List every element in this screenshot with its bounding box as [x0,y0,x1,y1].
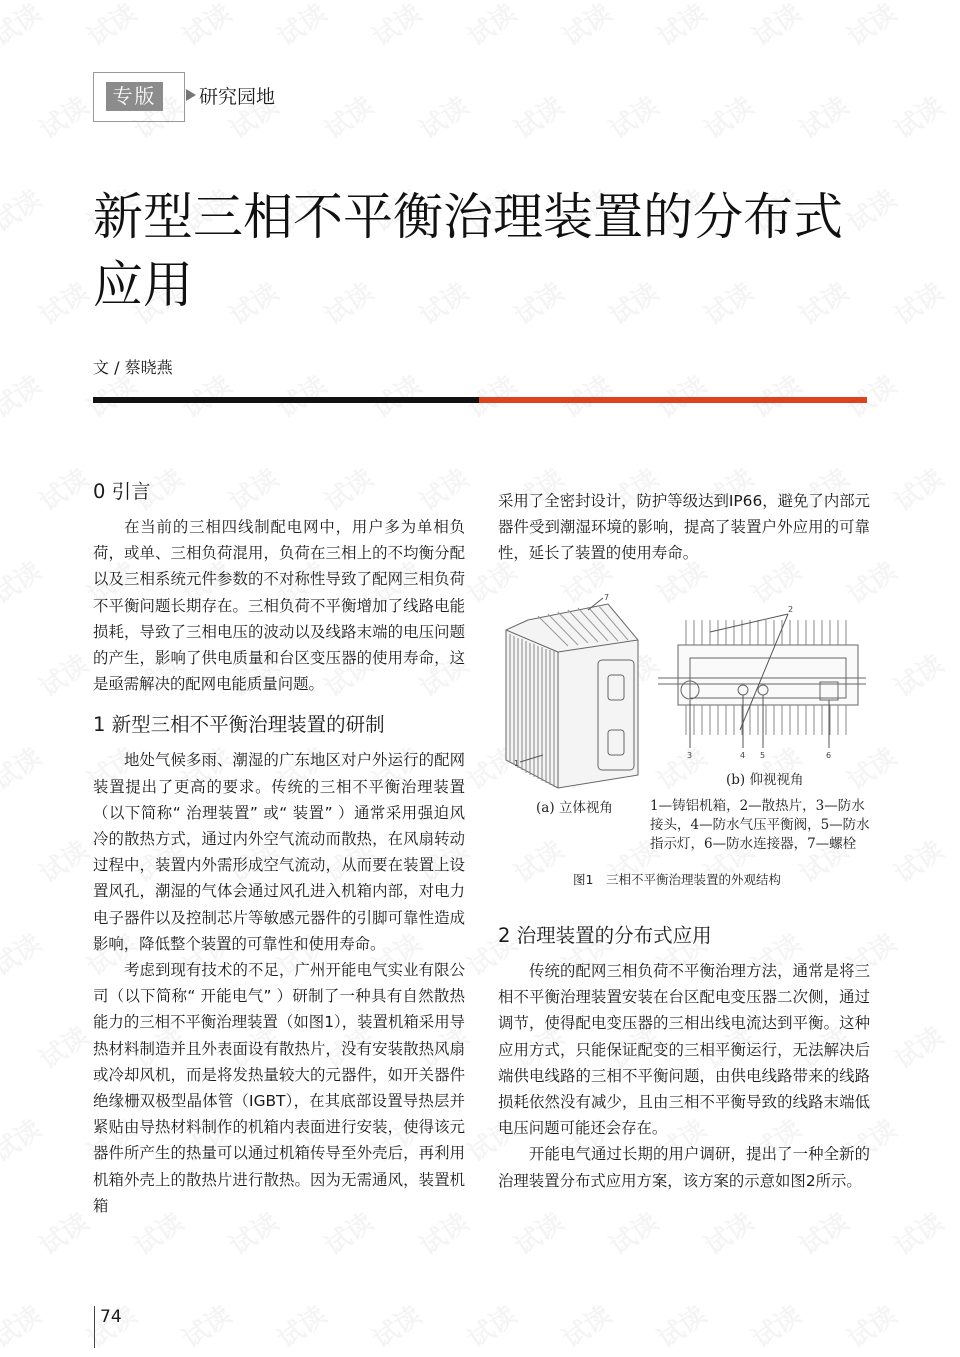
watermark-text [886,458,950,518]
article-title: 新型三相不平衡治理装置的分布式应用 [93,188,843,314]
watermark-text [886,830,950,890]
watermark-text [364,0,428,54]
watermark-text [0,551,48,611]
watermark-text [31,86,95,146]
watermark-text [0,923,48,983]
watermark-text [31,272,95,332]
watermark-text [364,365,428,425]
watermark-text [506,1202,570,1262]
column-tag: 专版 [106,82,163,111]
watermark-text [791,1202,855,1262]
paragraph: 考虑到现有技术的不足，广州开能电气实业有限公司（以下简称“ 开能电气” ）研制了一种具有自然散热能力的三相不平衡治理装置（如图1），装置机箱采用导热材料制造并且外表面设有散热片，没有安装散热风扇或冷却风机，而是将发热量较大的元器件，如开关器件绝缘栅双极型晶体管（IGBT），在其底部设置导热层并紧贴由导热材料制作的机箱内表面进行安装，使得该元器件所产生的热量可以通过机箱传导至外壳后，再利用机箱外壳上的散热片进行散热。因为无需通风，装置机箱 [93,961,465,1215]
watermark-text [696,86,760,146]
watermark-text [174,1295,238,1355]
watermark-text [174,0,238,54]
callout-3: 3 [687,751,693,760]
callout-7: 7 [604,593,610,602]
watermark-text [0,1295,48,1355]
callout-5: 5 [760,751,766,760]
triangle-arrow-icon [186,89,196,101]
watermark-text [554,0,618,54]
watermark-text [31,644,95,704]
watermark-text [839,0,903,54]
section-name: 研究园地 [199,86,276,108]
device-bottom-view [658,614,866,748]
watermark-text [459,0,523,54]
watermark-text [459,365,523,425]
section-heading-2: 2 治理装置的分布式应用 [498,924,712,947]
callout-6: 6 [826,751,832,760]
section-heading-1: 1 新型三相不平衡治理装置的研制 [93,713,385,737]
watermark-text [601,86,665,146]
watermark-text [411,86,475,146]
watermark-text [744,0,808,54]
watermark-text [269,1295,333,1355]
device-3d-view [506,598,638,788]
column-tag-box [93,72,185,122]
watermark-text [649,0,713,54]
watermark-text [791,86,855,146]
watermark-text [601,1202,665,1262]
watermark-text [886,86,950,146]
watermark-text [839,365,903,425]
watermark-text [316,86,380,146]
section-heading-0: 0 引言 [93,480,151,503]
watermark-text [269,0,333,54]
watermark-text [0,179,48,239]
watermark-text [744,365,808,425]
figure-title: 图1 三相不平衡治理装置的外观结构 [573,872,781,887]
author-line: 文 / 蔡晓燕 [93,358,173,377]
watermark-text [886,644,950,704]
left-column [93,478,465,1219]
watermark-text [0,1109,48,1169]
watermark-text [886,1016,950,1076]
paragraph: 地处气候多雨、潮湿的广东地区对户外运行的配网装置提出了更高的要求。传统的三相不平衡治理装置（以下简称“ 治理装置” 或“ 装置” ）通常采用强迫风冷的散热方式，通过内外空气流动而散热，在风扇转动过程中，装置内外需形成空气流动，从而要在装置上设置风孔，潮湿的气体会通过风孔进入机箱内部，对电力电子器件以及控制芯片等敏感元器件的引脚可靠性造成影响，降低整个装置的可靠性和使用寿命。 [93,751,465,953]
watermark-text [554,1295,618,1355]
watermark-text [31,1016,95,1076]
watermark-text [459,1295,523,1355]
callout-2: 2 [788,605,794,614]
device-drawing [498,590,870,790]
paragraph: 传统的配网三相负荷不平衡治理方法，通常是将三相不平衡治理装置安装在台区配电变压器二次侧，通过调节，使得配电变压器的三相出线电流达到平衡。这种应用方式，只能保证配变的三相平衡运行，无法解决后端供电线路的三相不平衡问题，由供电线路带来的线路损耗依然没有减少，且由三相不平衡导致的线路末端低电压问题可能还会存在。 [498,962,870,1138]
figure-legend: 1—铸铝机箱，2—散热片，3—防水接头，4—防水气压平衡阀，5—防水指示灯，6—防水连接器，7—螺栓 [650,798,870,852]
watermark-text [649,365,713,425]
title-rule-black [93,397,479,403]
watermark-text [269,365,333,425]
watermark-text [554,365,618,425]
right-column-bottom [498,922,870,1194]
page-number-bar [94,1306,95,1348]
paragraph: 开能电气通过长期的用户调研，提出了一种全新的治理装置分布式应用方案，该方案的示意如图2所示。 [498,1145,870,1190]
callout-4: 4 [740,751,746,760]
watermark-text [696,1202,760,1262]
watermark-text [839,1295,903,1355]
watermark-text [174,365,238,425]
paragraph: 在当前的三相四线制配电网中，用户多为单相负荷，或单、三相负荷混用，负荷在三相上的不均衡分配以及三相系统元件参数的不对称性导致了配网三相负荷不平衡问题长期存在。三相负荷不平衡增加了线路电能损耗，导致了三相电压的波动以及线路末端的电压问题的产生，影响了供电质量和台区变压器的使用寿命，这是亟需解决的配网电能质量问题。 [93,518,465,694]
paragraph: 采用了全密封设计，防护等级达到IP66，避免了内部元器件受到潮湿环境的影响，提高了装置户外应用的可靠性，延长了装置的使用寿命。 [498,492,870,563]
figure-1 [498,590,870,890]
watermark-text [886,272,950,332]
watermark-text [886,1202,950,1262]
watermark-text [649,1295,713,1355]
watermark-text [506,86,570,146]
caption-a: (a) 立体视角 [536,800,613,816]
watermark-text [79,0,143,54]
watermark-text [744,1295,808,1355]
watermark-text [364,1295,428,1355]
watermark-text [31,830,95,890]
title-rule-red [479,397,867,403]
watermark-text [0,0,48,54]
watermark-text [0,737,48,797]
watermark-text [0,365,48,425]
watermark-text [31,1202,95,1262]
right-column-top [498,488,870,567]
watermark-text [31,458,95,518]
callout-1: 1 [514,759,520,768]
page-number: 74 [100,1307,122,1327]
caption-b: (b) 仰视视角 [726,772,804,788]
